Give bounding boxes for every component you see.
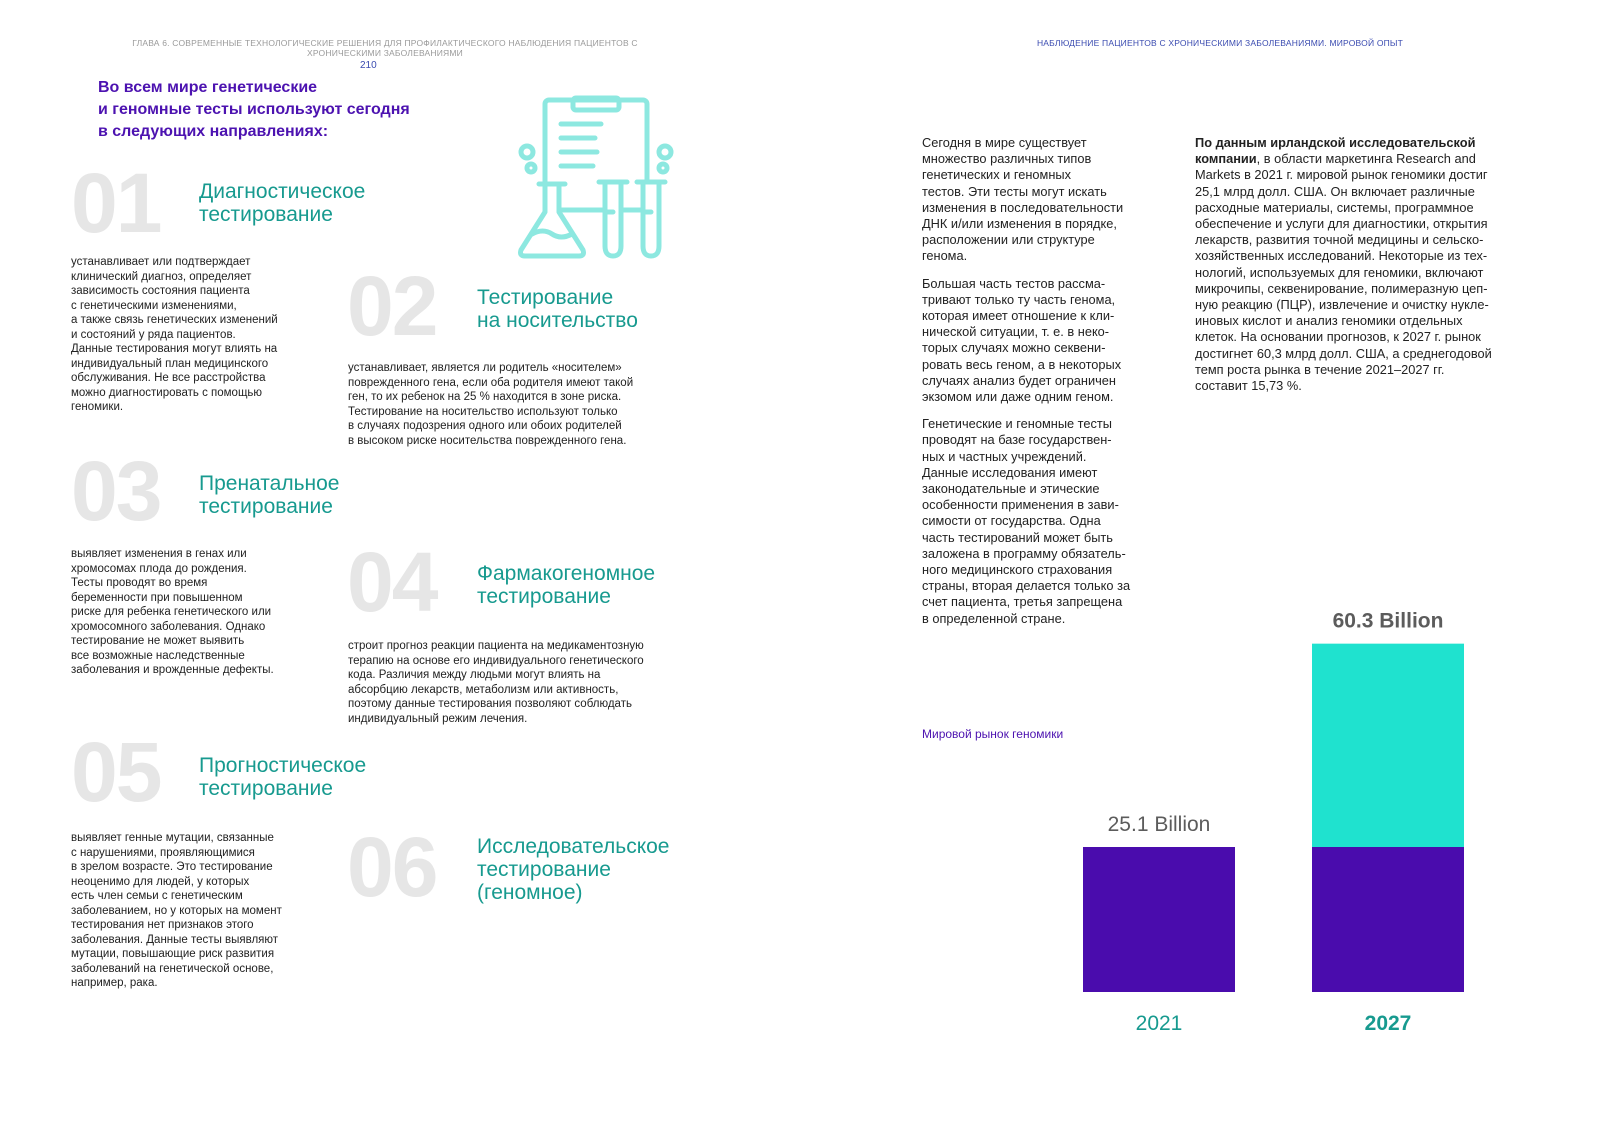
- section-description: [348, 361, 698, 448]
- text-line: изменения в последовательности: [922, 199, 1124, 215]
- text-line: хозяйственных исследований. Некоторые из тех-: [1195, 248, 1488, 264]
- text-line: ную реакцию (ПЦР), извлечение и очистку нукле-: [1195, 297, 1489, 313]
- section-description: [71, 831, 341, 991]
- text-line: страны, вторая делается только за: [922, 578, 1131, 594]
- page-number: 210: [360, 60, 377, 71]
- text-line: беременности при повышенном: [71, 591, 243, 604]
- text-line: тривают только ту часть генома,: [922, 291, 1116, 307]
- text-line: строит прогноз реакции пациента на медикаментозную: [348, 640, 644, 652]
- section-title-line: Пренатальное: [199, 472, 340, 495]
- text-line: генетических и геномных: [922, 167, 1072, 183]
- text-line: ДНК и/или изменения в порядке,: [922, 216, 1117, 232]
- text-line: нологий, используемых для геномики, включают: [1195, 264, 1484, 280]
- text-line: лекарств, развития точной медицины и сельско-: [1195, 232, 1484, 248]
- section-number: 01: [71, 156, 161, 250]
- section-number: 06: [347, 820, 437, 914]
- section-title-line: на носительство: [477, 309, 638, 332]
- text-line: хромосомах плода до рождения.: [71, 562, 247, 575]
- text-line: с генетическими изменениями,: [71, 299, 237, 312]
- section-title-line: Диагностическое: [199, 180, 366, 203]
- text-line: обеспечение и услуги для диагностики, открытия: [1195, 216, 1488, 232]
- text-line: заболеванием, но у которых на момент: [71, 904, 282, 917]
- section-title: [199, 472, 339, 518]
- text-line: темп роста рынка в течение 2021–2027 гг.: [1195, 361, 1445, 377]
- section-title-line: тестирование: [199, 495, 333, 518]
- category-label: 2021: [1135, 1012, 1183, 1035]
- text-line: а также связь генетических изменений: [71, 314, 278, 326]
- text-line: устанавливает или подтверждает: [71, 256, 251, 268]
- bar-base-2027: [1312, 847, 1464, 992]
- text-line: проводят на базе государствен-: [922, 432, 1112, 448]
- section-number: 03: [71, 444, 161, 538]
- bar-growth-2027: [1312, 644, 1464, 847]
- text-line: симости от государства. Одна: [922, 513, 1101, 529]
- chart-title: Мировой рынок геномики: [922, 727, 1064, 741]
- text-line: [1195, 135, 1555, 151]
- text-line: случаях анализ будет ограничен: [922, 372, 1116, 388]
- section-title-line: Тестирование: [477, 286, 614, 309]
- text-line: Сегодня в мире существует: [922, 135, 1087, 150]
- text-line: клинический диагноз, определяет: [71, 270, 252, 283]
- section-title: [199, 180, 365, 226]
- text-line: тестирование не может выявить: [71, 635, 245, 647]
- section-title-line: тестирование: [477, 585, 611, 608]
- section-description: [348, 639, 708, 726]
- intro-heading: [98, 77, 458, 143]
- text-line: поврежденного гена, если оба родителя имеют такой: [348, 376, 634, 389]
- intro-line: и геномные тесты используют сегодня: [98, 101, 410, 118]
- text-line: выявляет генные мутации, связанные: [71, 832, 274, 844]
- text-line: например, рака.: [71, 977, 158, 989]
- text-line: в зрелом возрасте. Это тестирование: [71, 861, 273, 873]
- paragraph: [922, 135, 1170, 265]
- text-line: клеток. На основании прогнозов, к 2027 г. рынок: [1195, 329, 1481, 345]
- text-line: ного медицинского страхования: [922, 562, 1113, 578]
- text-line: индивидуальный план медицинского: [71, 357, 269, 370]
- section-number: 02: [347, 259, 437, 353]
- text-line: часть тестирований может быть: [922, 529, 1113, 545]
- text-line: индивидуальный режим лечения.: [348, 712, 528, 725]
- text-line: поэтому данные тестирования позволяют соблюдать: [348, 698, 632, 710]
- text-line: составит 15,73 %.: [1195, 378, 1302, 394]
- text-line: заболеваний на генетической основе,: [71, 962, 274, 975]
- data-label: 25.1 Billion: [1107, 813, 1211, 836]
- text-line: хромосомного заболевания. Однако: [71, 620, 266, 633]
- section-title: [477, 562, 655, 608]
- inline-text: , в области маркетинга Research and: [1256, 151, 1476, 167]
- text-line: экзомом или даже одним геном.: [922, 389, 1114, 405]
- section-title-line: Прогностическое: [199, 754, 367, 777]
- text-line: множество различных типов: [922, 151, 1092, 167]
- text-line: ных и частных учреждений.: [922, 448, 1087, 464]
- text-line: достигнет 60,3 млрд долл. США, а среднегодовой: [1195, 345, 1492, 361]
- text-line: с нарушениями, проявляющимися: [71, 846, 255, 859]
- text-line: иновых кислот и анализ геномики отдельных: [1195, 313, 1463, 329]
- text-line: расходные материалы, системы, программное: [1195, 199, 1474, 215]
- text-line: Markets в 2021 г. мировой рынок геномики достиг: [1195, 167, 1488, 183]
- text-line: генома.: [922, 248, 968, 264]
- text-line: расположении или структуре: [922, 232, 1095, 248]
- section-title: [477, 286, 638, 332]
- text-line: в высоком риске носительства поврежденного гена.: [348, 434, 627, 447]
- section-title: [199, 754, 366, 800]
- running-header-left: ГЛАВА 6. СОВРЕМЕННЫЕ ТЕХНОЛОГИЧЕСКИЕ РЕШЕНИЯ ДЛЯ ПРОФИЛАКТИЧЕСКОГО НАБЛЮДЕНИЯ ПАЦИЕНТОВ С ХРОНИЧЕСКИМИ ЗАБОЛЕВАНИЯМИ: [132, 38, 638, 58]
- text-line: [1195, 151, 1555, 167]
- data-label: 60.3 Billion: [1332, 609, 1444, 633]
- section-title-line: тестирование: [199, 203, 333, 226]
- text-line: абсорбцию лекарств, метаболизм или активность,: [348, 683, 619, 696]
- bold-text: компании: [1195, 151, 1257, 167]
- text-line: выявляет изменения в генах или: [71, 548, 247, 560]
- paragraph: [922, 276, 1170, 406]
- text-line: законодательные и этические: [922, 481, 1100, 497]
- text-line: можно диагностировать с помощью: [71, 386, 263, 399]
- text-line: Тестирование на носительство используют только: [348, 405, 618, 418]
- genomics-market-bar-chart: [1040, 609, 1480, 1040]
- running-header-right: НАБЛЮДЕНИЕ ПАЦИЕНТОВ С ХРОНИЧЕСКИМИ ЗАБОЛЕВАНИЯМИ. МИРОВОЙ ОПЫТ: [1036, 38, 1404, 48]
- text-line: Данные тестирования могут влиять на: [71, 343, 278, 355]
- text-line: тестирования нет признаков этого: [71, 919, 254, 931]
- text-line: мутации, повышающие риск развития: [71, 948, 275, 960]
- section-description: [71, 255, 341, 415]
- section-number: 04: [347, 535, 437, 629]
- text-line: заболевания. Данные тесты выявляют: [71, 933, 279, 946]
- section-title: [477, 835, 669, 904]
- lab-flask-test-tubes-clipboard-icon: [515, 96, 685, 260]
- text-line: торых случаях можно секвени-: [922, 340, 1106, 356]
- text-line: Генетические и геномные тесты: [922, 416, 1112, 432]
- text-line: риске для ребенка генетического или: [71, 606, 272, 618]
- intro-line: в следующих направлениях:: [98, 123, 329, 140]
- text-line: заложена в программу обязатель-: [922, 545, 1126, 561]
- bold-text: По данным ирландской исследовательской: [1195, 135, 1476, 150]
- text-line: зависимость состояния пациента: [71, 285, 250, 297]
- text-line: тестов. Эти тесты могут искать: [922, 183, 1107, 199]
- paragraph: [922, 416, 1170, 627]
- text-line: счет пациента, третья запрещена: [922, 594, 1123, 610]
- text-line: Данные исследования имеют: [922, 464, 1098, 480]
- text-line: ровать весь геном, а в некоторых: [922, 356, 1122, 372]
- text-line: неоценимо для людей, у которых: [71, 875, 250, 888]
- section-number: 05: [71, 725, 161, 819]
- text-line: обслуживания. Не все расстройства: [71, 372, 266, 384]
- category-label: 2027: [1364, 1012, 1412, 1035]
- text-line: Тесты проводят во время: [71, 577, 208, 589]
- text-line: геномики.: [71, 401, 124, 413]
- text-line: которая имеет отношение к кли-: [922, 308, 1115, 324]
- text-line: и состояний у ряда пациентов.: [71, 328, 236, 341]
- section-title-line: тестирование: [477, 858, 611, 881]
- text-line: устанавливает, является ли родитель «носителем»: [348, 362, 622, 374]
- text-line: ген, то их ребенок на 25 % находится в зоне риска.: [348, 391, 622, 403]
- right-text-column: [1195, 135, 1555, 394]
- text-line: 25,1 млрд долл. США. Он включает различные: [1195, 183, 1475, 199]
- text-line: в случаях подозрения одного или обоих родителей: [348, 420, 622, 432]
- section-title-line: тестирование: [199, 777, 333, 800]
- text-line: микрочипы, секвенирование, полимеразную цеп-: [1195, 280, 1488, 296]
- section-title-line: (геномное): [477, 881, 583, 904]
- text-line: кода. Различия между людьми могут влиять на: [348, 669, 601, 681]
- text-line: Большая часть тестов рассма-: [922, 275, 1106, 291]
- text-line: есть член семьи с генетическим: [71, 890, 243, 902]
- section-title-line: Исследовательское: [477, 835, 670, 858]
- bar-2021: [1083, 847, 1235, 992]
- section-description: [71, 547, 341, 678]
- text-line: в определенной стране.: [922, 610, 1066, 626]
- middle-text-column: [922, 135, 1170, 638]
- text-line: терапию на основе его индивидуального генетического: [348, 654, 644, 667]
- text-line: особенности применения в зави-: [922, 497, 1119, 513]
- text-line: нической ситуации, т. е. в неко-: [922, 324, 1110, 340]
- text-line: заболевания и врожденные дефекты.: [71, 664, 274, 676]
- text-line: все возможные наследственные: [71, 649, 245, 662]
- intro-line: Во всем мире генетические: [98, 79, 318, 96]
- section-title-line: Фармакогеномное: [477, 562, 656, 585]
